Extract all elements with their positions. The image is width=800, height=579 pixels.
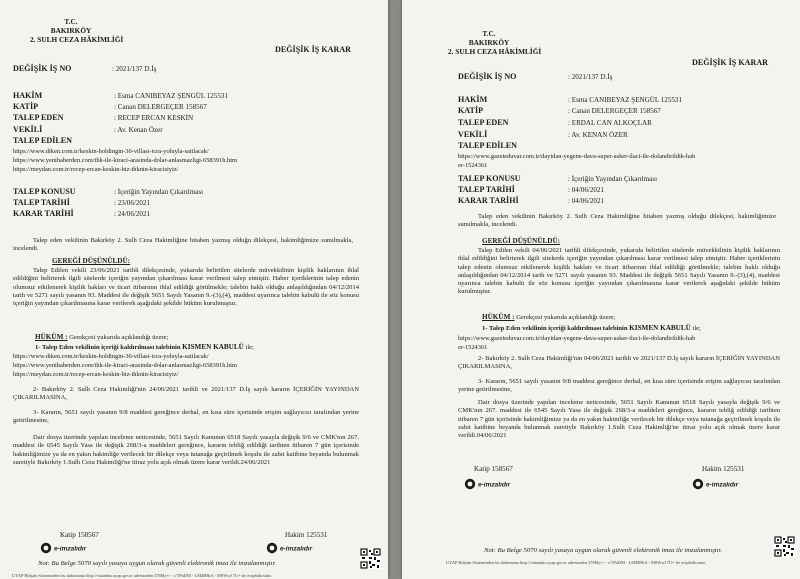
field-value: : Esma CANIBEYAZ ŞENGÜL 125531 (568, 96, 683, 104)
file-no-value: : 2021/137 D.İş (568, 73, 613, 81)
field-value: : 04/06/2021 (568, 186, 605, 194)
signature-hakim: Hakim 125531 (702, 465, 745, 473)
intro-paragraph: Talep eden vekilinin Bakırköy 2. Sulh Ceza Hakimliğine hitaben yazmış olduğu dilekçesi, hakimliğimize sunulmakla, incelendi. (458, 213, 776, 229)
e-signature-note: Not: Bu Belge 5070 sayılı yasaya uygun olarak güvenli elektronik imza ile imzalanmıştır. (484, 547, 723, 554)
doc-type: DEĞİŞİK İŞ KARAR (275, 45, 352, 54)
uyap-footer: UYAP Bilişim Sisteminden bu dokümana http://vatandas.uyap.gov.tr adresinden 378My+/ - r/TPaDM - LM4BBtA - MSWw17U= ile erişebilirsiniz. (12, 573, 273, 578)
url-link[interactable]: https://www.gazeteduvar.com.tr/dayidan-yegene-dava-super-asker-ilaci-ile-dolandirildik-hab (458, 153, 696, 160)
body-paragraph: Talep Edilen vekili 04/06/2021 tarihli dilekçesinde, yukarıda belirtilen sitelerde müvekkilinin kişilik haklarının ihlal edildiğini belirterek ilgili sitelerde içeriğin yayından çıkarılması karar verilmesi talep etmiştir. Haber içeriklerinin talep edenin olumsuz etkilenerek kişilik hakları ve ticari itibarının ihlal edildiği görülmekle; talebin haklı olduğu anlaşıldığından 04/12/2014 tarih ve 5271 sayılı yasanın 93. Maddesi ile değişik 5651 Sayılı Yasanın 9.-(3),(4), maddesi uyarınca talebin kabulü ile söz konusu içeriğin yayından çıkarılmasına karar verilerek aşağıdaki şekilde hüküm kurulmuştur. (458, 247, 780, 296)
court-header (30, 17, 124, 44)
closing-paragraph: Dair dosya üzerinde yapılan inceleme neticesinde, 5651 Sayılı Kanunun 6518 Sayılı yasayla değişik 9/6 ve CMK'nın 267. maddesi ile 6545 Sayılı Yasa ile değişik 268/3-a maddeleri gereğince, kararın tebliğ edildiği tarihten itibaren 7 gün içerisinde hakimliğimize ya da en yakın hakimliğe verilecek bir dilekçe veya tutanağa geçirilmek koşulu ile zabıt katibine beyanda bulunmak suretiyle Bakırköy 1.Sulh Ceza Hakimliği'ne itiraz yolu açık olmak üzere karar verildi.24/06/2021 (13, 434, 359, 466)
field-value: : 04/06/2021 (568, 197, 605, 205)
e-signature-text: e-imzalıdır (280, 545, 313, 553)
qr-code-icon (360, 548, 381, 569)
court-header (448, 29, 542, 56)
item-1-bold: KISMEN KABULÜ (629, 324, 691, 332)
url-link[interactable]: https://www.gazeteduvar.com.tr/dayidan-yegene-dava-super-asker-ilaci-ile-dolandirildik-hab (458, 335, 696, 342)
file-no-label: DEĞİŞİK İŞ NO (458, 72, 517, 81)
signature-hakim: Hakim 125531 (285, 531, 328, 539)
e-signature-logo (464, 478, 526, 490)
e-signature-logo (266, 542, 328, 554)
header-line-court: 2. SULH CEZA HÂKİMLİĞİ (448, 46, 542, 56)
e-signature-text: e-imzalıdır (54, 545, 87, 553)
field-label: HAKİM (13, 91, 43, 100)
field-label: HAKİM (458, 95, 488, 104)
url-link[interactable]: https://www.yenihaberden.com/thk-ile-kiraci-arasinda-dolar-anlasmazligi-658391h.htm (13, 157, 237, 164)
right-document-page (402, 0, 800, 579)
header-line-tc: T.C. (482, 29, 496, 38)
signature-katip: Katip 158567 (474, 465, 513, 473)
item-1-pre: 1- Talep Eden vekilinin içeriği kaldırılması talebinin (35, 344, 181, 351)
hukum-text: Gerekçesi yukarıda açıklandığı üzere; (516, 314, 616, 321)
closing-paragraph: Dair dosya üzerinde yapılan inceleme neticesinde, 5651 Sayılı Kanunun 6518 Sayılı yasayla değişik 9/6 ve CMK'nın 267. maddesi ile 6545 Sayılı Yasa ile değişik 268/3-a maddeleri gereğince, kararın tebliğ edildiği tarihten itibaren 7 gün içerisinde hakimliğimize ya da en yakın hakimliğe verilecek bir dilekçe veya tutanağa geçirilmek koşulu ile zabıt katibine beyanda bulunmak suretiyle Bakırköy 1.Sulh Ceza Hakimliği'ne itiraz yolu açık olmak üzere karar verildi.04/06/2021 (458, 399, 780, 440)
field-label: KATİP (13, 102, 39, 111)
e-signature-logo (692, 478, 754, 490)
body-paragraph: Talep Edilen vekili 23/06/2021 tarihli dilekçesinde, yukarıda belirtilen sitelerde müvekkilinin kişilik haklarının ihlal edildiğini belirterek ilgili sitelerde içeriğin yayından çıkarılması karar verilmesi talep etmiştir. Haber içeriklerinin talep edenin olumsuz etkilenerek kişilik hakları ve ticari itibarının ihlal edildiği görülmekle; talebin haklı olduğu anlaşıldığından 04/12/2014 tarih ve 5271 sayılı yasanın 93. Maddesi ile değişik 5651 Sayılı Yasanın 9.-(3),(4), maddesi uyarınca talebin kabulü ile söz konusu içeriğin yayından çıkarılmasına karar verilerek aşağıdaki şekilde hüküm kurulmuştur. (13, 267, 359, 308)
left-document-page (0, 0, 388, 579)
field-value: : RECEP ERCAN KESKİN (114, 114, 194, 122)
field-label: TALEP KONUSU (458, 174, 521, 183)
field-value: : 24/06/2021 (114, 210, 151, 218)
e-signature-note: Not: Bu Belge 5070 sayılı yasaya uygun olarak güvenli elektronik imza ile imzalanmıştır. (38, 560, 277, 567)
field-label: TALEP EDİLEN (458, 141, 517, 150)
field-label: VEKİLİ (13, 125, 43, 134)
item-3: 3- Kararın, 5651 sayılı yasanın 9/8 maddesi gereğince derhal, en kısa süre içerisinde erişim sağlayıcısı tarafından yerine getirilmesine, (13, 409, 359, 425)
intro-paragraph: Talep eden vekilinin Bakırköy 2. Sulh Ceza Hakimliğine hitaben yazmış olduğu dilekçesi, hakimliğimize sunulmakla, incelendi. (13, 237, 353, 253)
item-1-post: ile; (692, 325, 701, 332)
header-line-tc: T.C. (64, 17, 78, 26)
item-1-pre: 1- Talep Eden vekilinin içeriği kaldırılması talebinin (482, 325, 628, 332)
field-value: : ERDAL CAN ALKOÇLAR (568, 119, 652, 127)
e-signature-logo (40, 542, 102, 554)
url-link[interactable]: er-1524361 (458, 344, 488, 351)
doc-type: DEĞİŞİK İŞ KARAR (692, 58, 769, 67)
e-signature-text: e-imzalıdır (706, 481, 739, 489)
section-title: HÜKÜM : (482, 313, 515, 321)
item-1-post: ile; (245, 344, 254, 351)
url-link[interactable]: er-1524361 (458, 162, 488, 169)
item-1-bold: KISMEN KABULÜ (182, 343, 244, 351)
hukum-text: Gerekçesi yukarıda açıklandığı üzere; (69, 334, 169, 341)
hukum-line (482, 313, 615, 322)
e-signature-text: e-imzalıdır (478, 481, 511, 489)
section-title: HÜKÜM : (35, 333, 68, 341)
field-label: KARAR TARİHİ (458, 196, 519, 205)
field-label: KARAR TARİHİ (13, 209, 74, 218)
hukum-line (35, 333, 168, 342)
url-link[interactable]: https://meydan.com.tr/recep-ercan-keskin-biz-thknin-kiracisiyiz/ (13, 371, 179, 378)
item-2: 2- Bakırköy 2. Sulh Ceza Hakimliği'nin 24/06/2021 tarihli ve 2021/137 D.İş sayılı kararın İÇERİĞİN YAYINDAN ÇIKARILMASINA, (13, 386, 359, 402)
uyap-footer: UYAP Bilişim Sisteminden bu dokümana http://vatandas.uyap.gov.tr adresinden 378My+/ - r/TPaDM - LM4BBtA - MSWw17U= ile erişebilirsiniz. (446, 560, 707, 565)
field-value: : Canan DELERGEÇER 158567 (568, 107, 661, 115)
field-label: TALEP TARİHİ (13, 198, 70, 207)
section-title: GEREĞİ DÜŞÜNÜLDÜ: (52, 257, 131, 265)
field-label: TALEP EDİLEN (13, 136, 72, 145)
url-link[interactable]: https://meydan.com.tr/recep-ercan-keskin-biz-thknin-kiracisiyiz/ (13, 166, 179, 173)
field-value: : İçeriğin Yayından Çıkarılması (568, 175, 658, 183)
field-value: : Av. KENAN ÖZER (568, 131, 628, 139)
field-value: : Av. Kenan Özer (114, 126, 163, 134)
header-line-city: BAKIRKÖY (50, 25, 92, 35)
item-3: 3- Kararın, 5651 sayılı yasanın 9/8 maddesi gereğince derhal, en kısa süre içerisinde erişim sağlayıcısı tarafından yerine getirilmesine, (458, 378, 780, 394)
url-link[interactable]: https://www.yenihaberden.com/thk-ile-kiraci-arasinda-dolar-anlasmazligi-658391h.htm (13, 362, 237, 369)
field-label: TALEP EDEN (458, 118, 509, 127)
field-label: TALEP EDEN (13, 113, 64, 122)
file-no-label: DEĞİŞİK İŞ NO (13, 64, 72, 73)
field-label: KATİP (458, 106, 484, 115)
item-1 (482, 324, 701, 333)
field-value: : 23/06/2021 (114, 199, 151, 207)
field-label: TALEP KONUSU (13, 187, 76, 196)
field-value: : İçeriğin Yayından Çıkarılması (114, 188, 204, 196)
file-no-value: : 2021/137 D.İş (112, 65, 157, 73)
item-2: 2- Bakırköy 2. Sulh Ceza Hakimliği'nin 04/06/2021 tarihli ve 2021/137 D.İş sayılı kararın İÇERİĞİN YAYINDAN ÇIKARILMASINA, (458, 355, 780, 371)
signature-katip: Katip 158567 (60, 531, 99, 539)
url-link[interactable]: https://www.diken.com.tr/keskin-holdingin-30-villasi-icra-yoluyla-satilacak/ (13, 353, 209, 360)
field-label: VEKİLİ (458, 130, 488, 139)
section-title: GEREĞİ DÜŞÜNÜLDÜ: (482, 237, 561, 245)
url-link[interactable]: https://www.diken.com.tr/keskin-holdingin-30-villasi-icra-yoluyla-satilacak/ (13, 148, 209, 155)
qr-code-icon (774, 536, 795, 557)
field-value: : Esma CANIBEYAZ ŞENGÜL 125531 (114, 92, 229, 100)
header-line-city: BAKIRKÖY (468, 37, 510, 47)
item-1 (35, 343, 254, 352)
header-line-court: 2. SULH CEZA HÂKİMLİĞİ (30, 34, 124, 44)
field-label: TALEP TARİHİ (458, 185, 515, 194)
field-value: : Canan DELERGEÇER 158567 (114, 103, 207, 111)
